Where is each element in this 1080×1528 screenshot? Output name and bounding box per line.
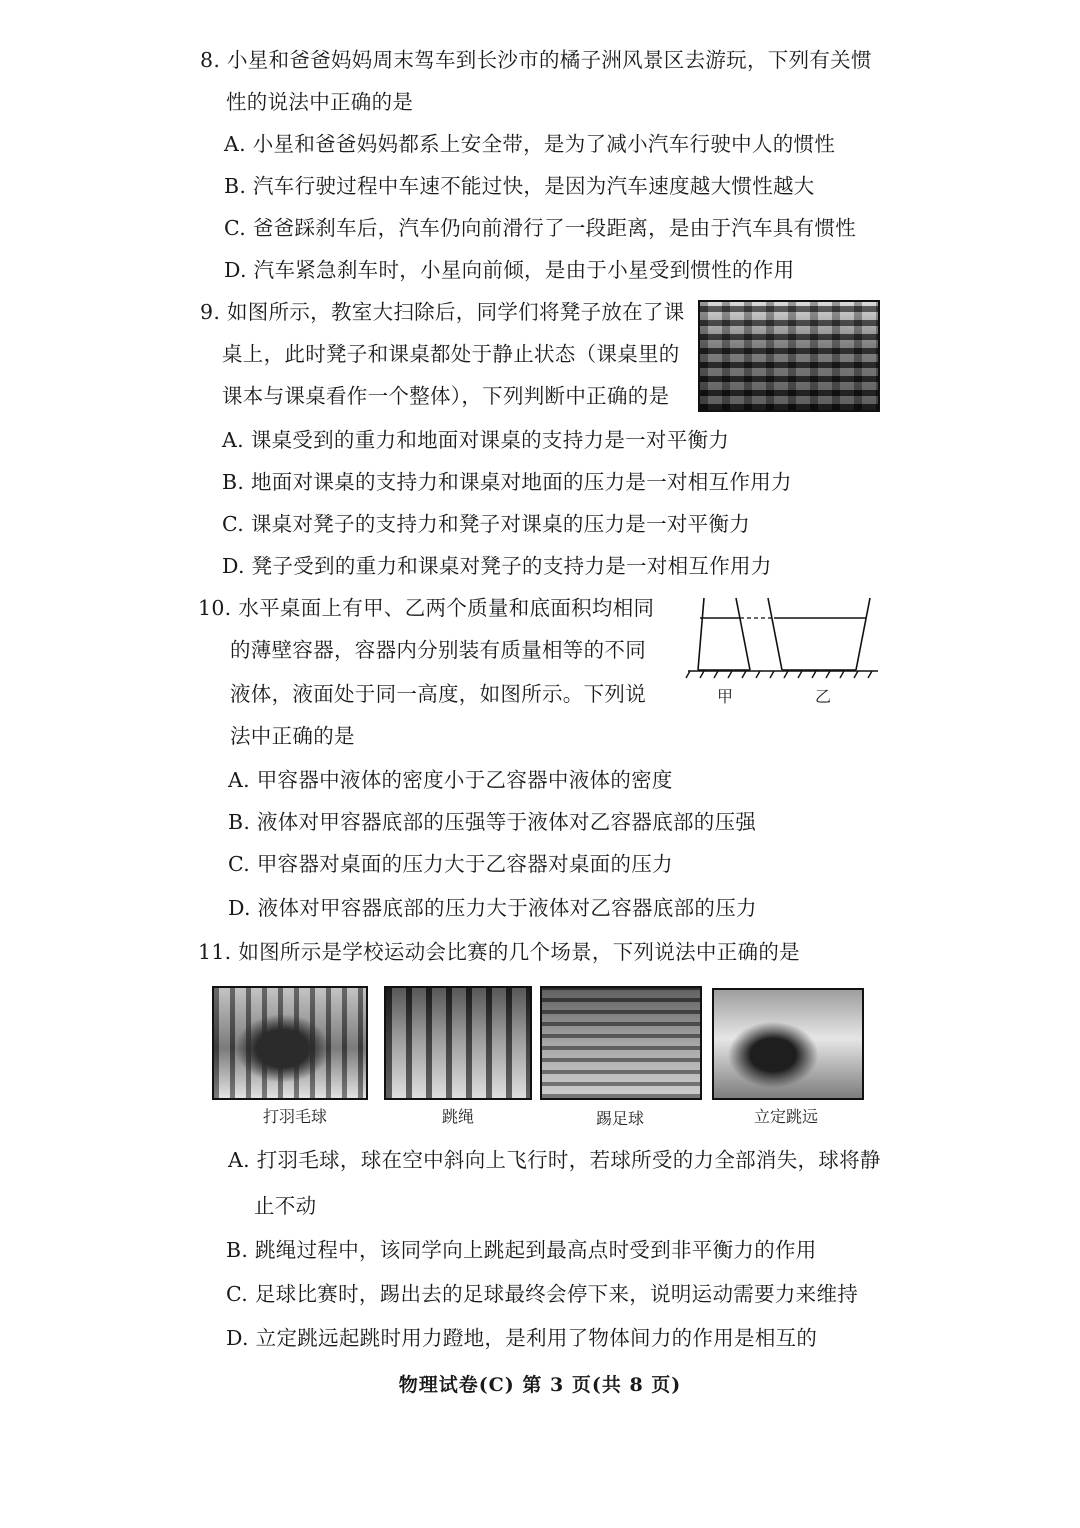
q10-option-d: D. 液体对甲容器底部的压力大于液体对乙容器底部的压力 [228, 896, 757, 920]
tabletop-surface [686, 671, 878, 678]
q9-option-a: A. 课桌受到的重力和地面对课桌的支持力是一对平衡力 [222, 428, 730, 452]
q10-stem-line2: 的薄壁容器，容器内分别装有质量相等的不同 [230, 638, 646, 662]
container-yi [768, 598, 870, 670]
q10-stem-line4: 法中正确的是 [230, 724, 355, 748]
q10-option-c: C. 甲容器对桌面的压力大于乙容器对桌面的压力 [228, 852, 673, 876]
q10-stem-line3: 液体，液面处于同一高度，如图所示。下列说 [230, 682, 646, 706]
caption-standing-long-jump: 立定跳远 [753, 1107, 818, 1126]
q10-option-a: A. 甲容器中液体的密度小于乙容器中液体的密度 [228, 768, 673, 792]
photo-football [540, 986, 702, 1100]
q11-stem: 11. 如图所示是学校运动会比赛的几个场景，下列说法中正确的是 [198, 940, 800, 964]
q8-stem-line1: 8. 小星和爸爸妈妈周末驾车到长沙市的橘子洲风景区去游玩，下列有关惯 [200, 48, 872, 72]
q8-option-d: D. 汽车紧急刹车时，小星向前倾，是由于小星受到惯性的作用 [224, 258, 795, 282]
q11-option-d: D. 立定跳远起跳时用力蹬地，是利用了物体间力的作用是相互的 [226, 1326, 818, 1350]
q10-option-b: B. 液体对甲容器底部的压强等于液体对乙容器底部的压强 [228, 810, 757, 834]
page-footer: 物理试卷(C) 第 3 页(共 8 页) [398, 1374, 682, 1396]
q10-stem-line1: 10. 水平桌面上有甲、乙两个质量和底面积均相同 [198, 596, 655, 620]
q11-option-c: C. 足球比赛时，踢出去的足球最终会停下来，说明运动需要力来维持 [226, 1282, 859, 1306]
q11-option-a-line1: A. 打羽毛球，球在空中斜向上飞行时，若球所受的力全部消失，球将静 [228, 1148, 881, 1172]
q8-stem-line2: 性的说法中正确的是 [226, 90, 414, 114]
q9-stem-line3: 课本与课桌看作一个整体），下列判断中正确的是 [222, 384, 670, 408]
containers-diagram [684, 594, 880, 680]
label-jia: 甲 [716, 687, 733, 706]
q9-option-d: D. 凳子受到的重力和课桌对凳子的支持力是一对相互作用力 [222, 554, 772, 578]
q11-option-a-line2: 止不动 [254, 1194, 317, 1218]
photo-rope-skipping [384, 986, 532, 1100]
q9-stem-line1: 9. 如图所示，教室大扫除后，同学们将凳子放在了课 [200, 300, 685, 324]
label-yi: 乙 [814, 687, 831, 706]
caption-football: 踢足球 [595, 1109, 644, 1128]
q9-option-b: B. 地面对课桌的支持力和课桌对地面的压力是一对相互作用力 [222, 470, 792, 494]
q11-option-b: B. 跳绳过程中，该同学向上跳起到最高点时受到非平衡力的作用 [226, 1238, 817, 1262]
caption-rope-skipping: 跳绳 [441, 1107, 474, 1126]
q9-stem-line2: 桌上，此时凳子和课桌都处于静止状态（课桌里的 [222, 342, 680, 366]
q8-option-c: C. 爸爸踩刹车后，汽车仍向前滑行了一段距离，是由于汽车具有惯性 [224, 216, 857, 240]
photo-badminton [212, 986, 368, 1100]
caption-badminton: 打羽毛球 [262, 1107, 327, 1126]
photo-standing-long-jump [712, 988, 864, 1100]
q8-option-a: A. 小星和爸爸妈妈都系上安全带，是为了减小汽车行驶中人的惯性 [224, 132, 836, 156]
classroom-photo [698, 300, 880, 412]
container-jia [698, 598, 750, 670]
q8-option-b: B. 汽车行驶过程中车速不能过快，是因为汽车速度越大惯性越大 [224, 174, 815, 198]
q9-option-c: C. 课桌对凳子的支持力和凳子对课桌的压力是一对平衡力 [222, 512, 751, 536]
